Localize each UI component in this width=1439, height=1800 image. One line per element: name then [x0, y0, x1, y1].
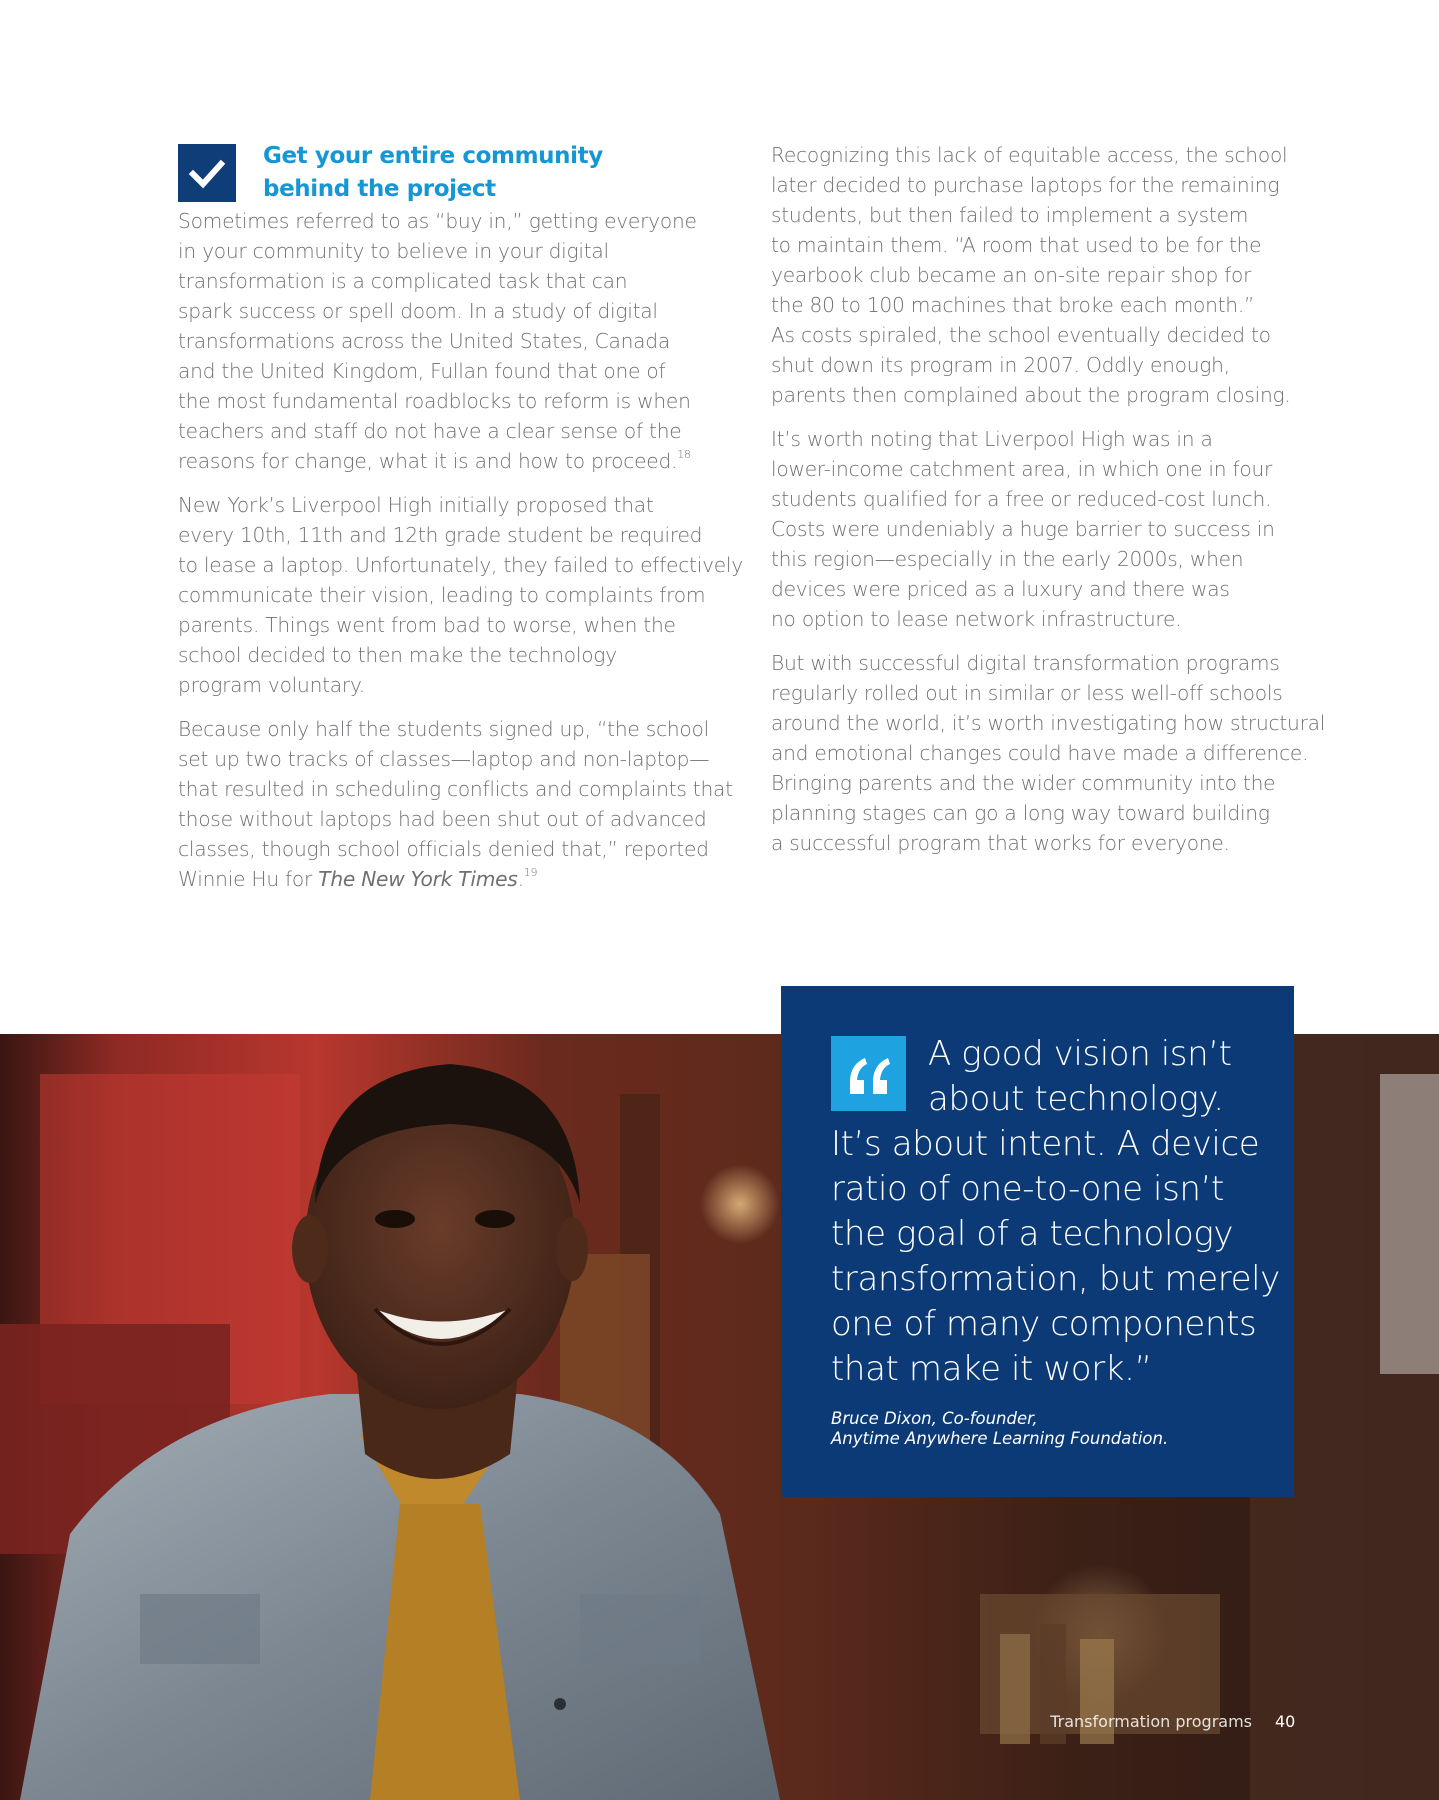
- text-line: lower-income catchment area, in which one in four: [771, 457, 1273, 481]
- text-line: Recognizing this lack of equitable access, the school: [771, 143, 1288, 167]
- quote-line: the goal of a technology: [831, 1214, 1234, 1254]
- right-paragraph-3: [771, 648, 1326, 858]
- text-line: transformations across the United States, Canada: [178, 329, 670, 353]
- quote-line: that make it work.”: [831, 1349, 1152, 1389]
- text-line: devices were priced as a luxury and there was: [771, 577, 1230, 601]
- text-line: [178, 864, 718, 894]
- text-line: parents. Things went from bad to worse, when the: [178, 613, 676, 637]
- footnote-marker[interactable]: 18: [677, 448, 691, 462]
- text-line: It’s worth noting that Liverpool High was in a: [771, 427, 1213, 451]
- text-line: the 80 to 100 machines that broke each month.”: [771, 293, 1255, 317]
- text-line: every 10th, 11th and 12th grade student be required: [178, 523, 703, 547]
- text-line: [178, 446, 718, 476]
- quote-attribution: [831, 1409, 1168, 1449]
- checkmark-icon: [178, 144, 236, 202]
- text-line: those without laptops had been shut out of advanced: [178, 807, 707, 831]
- text-line: and emotional changes could have made a difference.: [771, 741, 1309, 765]
- text-line: students, but then failed to implement a system: [771, 203, 1249, 227]
- text-line: teachers and staff do not have a clear sense of the: [178, 419, 682, 443]
- quote-line: transformation, but merely: [831, 1259, 1280, 1299]
- left-paragraph-3: [178, 714, 733, 894]
- right-paragraph-1: [771, 140, 1311, 410]
- text-line: Bringing parents and the wider community into the: [771, 771, 1276, 795]
- text-line: parents then complained about the program closing.: [771, 383, 1291, 407]
- right-column: [771, 140, 1326, 872]
- quote-line: ratio of one-to-one isn’t: [831, 1169, 1224, 1209]
- footnote-marker[interactable]: 19: [523, 866, 538, 880]
- quote-text: [831, 1032, 1280, 1392]
- text-line: Because only half the students signed up, “the school: [178, 717, 709, 741]
- text-line: Costs were undeniably a huge barrier to success in: [771, 517, 1275, 541]
- right-paragraph-2: [771, 424, 1311, 634]
- text-line-content: .: [517, 867, 524, 891]
- page-number: 40: [1275, 1712, 1296, 1731]
- text-line: yearbook club became an on-site repair shop for: [771, 263, 1252, 287]
- quote-box: [781, 986, 1294, 1497]
- text-line: communicate their vision, leading to complaints from: [178, 583, 706, 607]
- text-line-content: reasons for change, what it is and how to proceed.: [178, 449, 678, 473]
- text-line: in your community to believe in your digital: [178, 239, 609, 263]
- text-line: planning stages can go a long way toward building: [771, 801, 1270, 825]
- text-line: around the world, it’s worth investigating how structural: [771, 711, 1326, 735]
- section-heading-line: behind the project: [263, 176, 496, 202]
- text-line: to lease a laptop. Unfortunately, they failed to effectively: [178, 553, 743, 577]
- left-paragraph-2: [178, 490, 743, 700]
- text-line: regularly rolled out in similar or less well-off schools: [771, 681, 1283, 705]
- text-line: and the United Kingdom, Fullan found that one of: [178, 359, 666, 383]
- text-line: later decided to purchase laptops for the remaining: [771, 173, 1280, 197]
- text-line: shut down its program in 2007. Oddly enough,: [771, 353, 1230, 377]
- text-line-content: Winnie Hu for: [178, 867, 319, 891]
- attribution-line: Anytime Anywhere Learning Foundation.: [831, 1429, 1169, 1448]
- section-heading-line: Get your entire community: [263, 143, 603, 169]
- attribution-line: Bruce Dixon, Co-founder,: [831, 1409, 1038, 1428]
- text-line: spark success or spell doom. In a study of digital: [178, 299, 658, 323]
- text-line: transformation is a complicated task that can: [178, 269, 628, 293]
- text-line: to maintain them. “A room that used to be for the: [771, 233, 1262, 257]
- text-line: set up two tracks of classes—laptop and non-laptop—: [178, 747, 710, 771]
- text-line: As costs spiraled, the school eventually decided to: [771, 323, 1271, 347]
- section-heading-block: [178, 140, 718, 206]
- footer-section-label: Transformation programs: [1050, 1712, 1252, 1731]
- text-line: the most fundamental roadblocks to reform is when: [178, 389, 691, 413]
- left-paragraph-1: [178, 206, 718, 476]
- section-heading: [263, 140, 603, 206]
- text-line: that resulted in scheduling conflicts and complaints that: [178, 777, 733, 801]
- left-column: [178, 140, 743, 908]
- quote-line: It’s about intent. A device: [831, 1124, 1260, 1164]
- text-line: But with successful digital transformation programs: [771, 651, 1280, 675]
- text-line: no option to lease network infrastructure.: [771, 607, 1182, 631]
- text-line: school decided to then make the technology: [178, 643, 617, 667]
- publication-title: The New York Times: [318, 867, 518, 891]
- text-line: Sometimes referred to as “buy in,” getting everyone: [178, 209, 697, 233]
- quote-line: one of many components: [831, 1304, 1257, 1344]
- text-line: a successful program that works for everyone.: [771, 831, 1230, 855]
- text-line: classes, though school officials denied that,” reported: [178, 837, 709, 861]
- text-line: this region—especially in the early 2000s, when: [771, 547, 1244, 571]
- text-line: New York’s Liverpool High initially proposed that: [178, 493, 654, 517]
- quote-line: A good vision isn’t: [928, 1034, 1232, 1074]
- text-line: students qualified for a free or reduced-cost lunch.: [771, 487, 1272, 511]
- quote-line: about technology.: [928, 1079, 1224, 1119]
- text-line: program voluntary.: [178, 673, 365, 697]
